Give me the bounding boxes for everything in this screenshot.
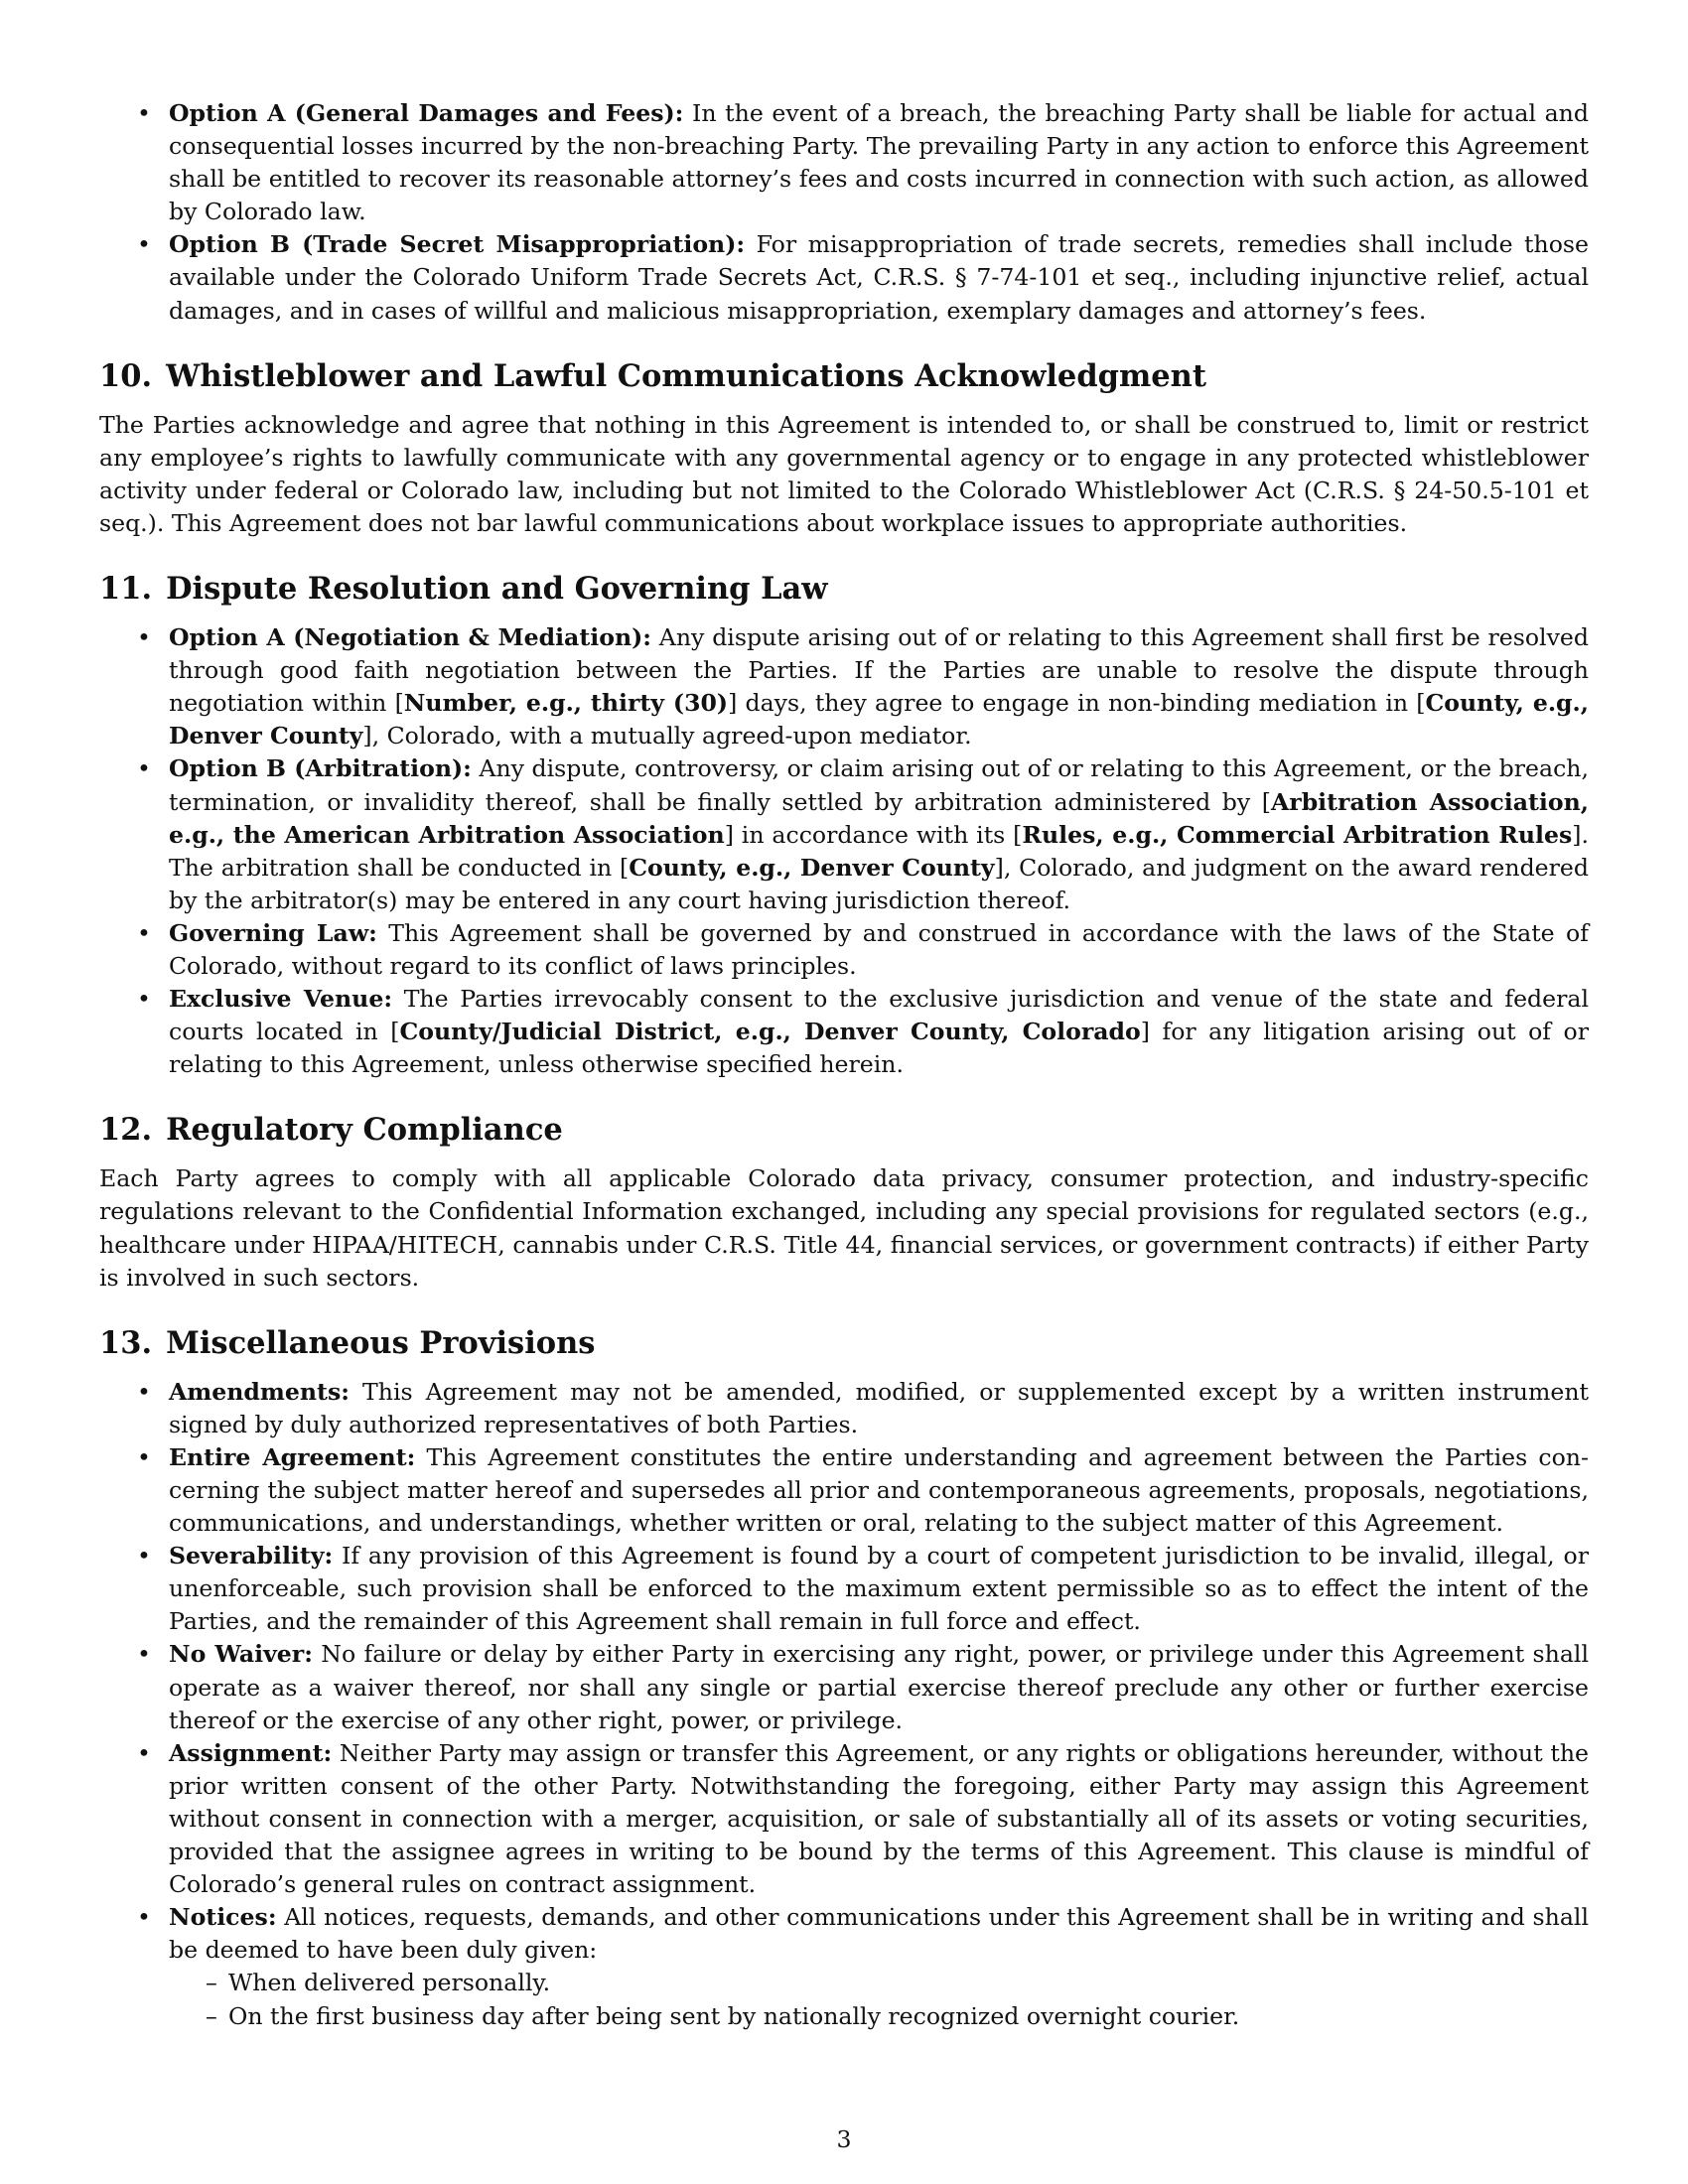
notice-methods-list	[169, 1967, 1589, 2032]
section-10-body: The Parties acknowledge and agree that nothing in this Agreement is intended to, or shall be construed to, limit or restrict any employee’s rights to lawfully communicate with any governmental agency or to engage in any protected whistleblower activity under federal or Colorado law, including but not limited to the Colorado Whistleblower Act (C.R.S. § 24-50.5-101 et seq.). This Agreement does not bar lawful communications about workplace issues to appropriate authorities.	[99, 410, 1589, 537]
item-text: This Agreement shall be governed by and construed in accordance with the laws of the State of Colorado, without regard to its conflict of laws principles.	[169, 918, 1589, 980]
list-item	[99, 1901, 1589, 2032]
list-item	[99, 228, 1589, 327]
placeholder-field: Rules, e.g., Commercial Arbitration Rules	[1022, 820, 1573, 849]
list-item	[99, 621, 1589, 752]
document-page	[99, 97, 1589, 2033]
option-b-text: For misappropriation of trade secrets, remedies shall include those available under the Colorado Uniform Trade Secrets Act, C.R.S. § 7-74-101 et seq., including injunctive relief, actual damages, and in cases of willful and malicious misappropriation, exemplary damages and attorney’s fees.	[169, 230, 1590, 325]
placeholder-field: Number, e.g., thirty (30)	[403, 689, 729, 718]
section-11-heading	[99, 570, 1589, 608]
sub-list-item: – When delivered personally.	[169, 1967, 1589, 1999]
item-term: Entire Agreement:	[169, 1442, 416, 1471]
item-text: Any dispute arising out of or relating to this Agreement shall first be resolved through good faith negotiation between the Parties. If the Parties are unable to resolve the dispute through negotiation within [	[169, 623, 1589, 718]
item-term: Amendments:	[169, 1377, 350, 1406]
item-text: ], Colorado, with a mutually agreed-upon mediator.	[362, 722, 972, 751]
list-item	[99, 983, 1589, 1081]
item-text: All notices, requests, demands, and other communications under this Agreement shall be in writing and shall be deemed to have been duly given:	[169, 1903, 1589, 1965]
item-text: Any dispute, controversy, or claim arising out of or relating to this Agreement, or the breach, termination, or invalidity thereof, shall be finally settled by arbitration administered by [	[169, 754, 1589, 816]
list-item	[99, 1441, 1589, 1540]
item-text: ] for any litigation arising out of or relating to this Agreement, unless otherwise specified herein.	[169, 1018, 1589, 1079]
section-number: 10.	[99, 357, 153, 394]
section-number: 11.	[99, 571, 153, 608]
section-number: 12.	[99, 1112, 153, 1149]
section-title: Whistleblower and Lawful Communications Acknowledgment	[166, 357, 1206, 394]
item-text: The Parties irrevocably consent to the exclusive jurisdiction and venue of the state and federal courts located in [	[169, 985, 1589, 1046]
section-12-heading	[99, 1111, 1589, 1149]
item-text: If any provision of this Agreement is found by a court of competent jurisdiction to be invalid, illegal, or unenforceable, such provision shall be enforced to the maximum extent permissible so as to effect the intent of the Parties, and the remainder of this Agreement shall remain in full force and effect.	[169, 1542, 1589, 1636]
option-a-term: Option A (General Damages and Fees):	[169, 99, 684, 127]
remedies-options-list	[99, 97, 1589, 328]
page-number: 3	[836, 2125, 852, 2153]
item-term: Exclusive Venue:	[169, 985, 393, 1014]
item-text: ] days, they agree to engage in non-binding mediation in [	[728, 689, 1426, 718]
section-10-heading	[99, 357, 1589, 395]
item-term: Assignment:	[169, 1738, 333, 1767]
item-term: Severability:	[169, 1542, 334, 1570]
placeholder-field: Arbitration Association, e.g., the American Arbitration Association	[169, 787, 1589, 849]
sub-list-item: – On the first business day after being sent by nationally recognized overnight courier.	[169, 2000, 1589, 2033]
section-12-body: Each Party agrees to comply with all applicable Colorado data privacy, consumer protection, and industry-specific regulations relevant to the Confidential Information exchanged, including any special provisions for regulated sectors (e.g., healthcare under HIPAA/HITECH, cannabis under C.R.S. Title 44, financial services, or government contracts) if either Party is involved in such sectors.	[99, 1164, 1589, 1292]
item-text: ]. The arbitration shall be conducted in [	[169, 820, 1589, 882]
section-title: Dispute Resolution and Governing Law	[166, 571, 828, 608]
item-text: No failure or delay by either Party in exercising any right, power, or privilege under this Agreement shall operate as a waiver thereof, nor shall any single or partial exercise thereof preclude any other or further exercise thereof or the exercise of any other right, power, or privilege.	[169, 1640, 1589, 1734]
list-item	[99, 752, 1589, 916]
section-13-heading	[99, 1324, 1589, 1362]
item-text: ], Colorado, and judgment on the award rendered by the arbitrator(s) may be entered in any court having jurisdiction thereof.	[169, 853, 1589, 914]
section-13-list	[99, 1376, 1589, 2033]
item-term: Governing Law:	[169, 918, 377, 947]
option-a-text: In the event of a breach, the breaching Party shall be liable for actual and consequential losses incurred by the non-breaching Party. The prevailing Party in any action to enforce this Agreement shall be entitled to recover its reasonable attorney’s fees and costs incurred in connection with such action, as allowed by Colorado law.	[169, 99, 1589, 226]
list-item	[99, 1540, 1589, 1638]
placeholder-field: County, e.g., Denver County	[169, 689, 1589, 751]
option-b-term: Option B (Trade Secret Misappropriation):	[169, 230, 746, 259]
list-item	[99, 97, 1589, 228]
list-item	[99, 1737, 1589, 1901]
item-text: Neither Party may assign or transfer this Agreement, or any rights or obligations hereunder, without the prior written consent of the other Party. Notwithstanding the foregoing, either Party may assign this Agreement without consent in connection with a merger, acquisition, or sale of substantially all of its assets or voting securities, provided that the assignee agrees in writing to be bound by the terms of this Agreement. This clause is mindful of Colorado’s general rules on contract assignment.	[169, 1738, 1589, 1899]
list-item	[99, 1638, 1589, 1736]
section-title: Miscellaneous Provisions	[166, 1324, 596, 1361]
item-text: This Agreement may not be amended, modified, or supplemented except by a written instrument signed by duly authorized representatives of both Parties.	[169, 1377, 1589, 1438]
item-term: Option B (Arbitration):	[169, 754, 472, 783]
item-text: ] in accordance with its [	[724, 820, 1023, 849]
section-number: 13.	[99, 1324, 153, 1361]
item-term: No Waiver:	[169, 1640, 313, 1669]
list-item	[99, 917, 1589, 983]
item-text: This Agreement constitutes the entire understanding and agreement between the Parties concerning the subject matter hereof and supersedes all prior and contemporaneous agreements, proposals, negotiations, communications, and understandings, whether written or oral, relating to the subject matter of this Agreement.	[169, 1442, 1589, 1538]
item-term: Option A (Negotiation & Mediation):	[169, 623, 651, 652]
list-item	[99, 1376, 1589, 1441]
section-title: Regulatory Compliance	[166, 1112, 563, 1149]
placeholder-field: County, e.g., Denver County	[629, 853, 995, 882]
item-term: Notices:	[169, 1903, 277, 1932]
placeholder-field: County/Judicial District, e.g., Denver County, Colorado	[399, 1018, 1141, 1046]
section-11-list	[99, 621, 1589, 1081]
